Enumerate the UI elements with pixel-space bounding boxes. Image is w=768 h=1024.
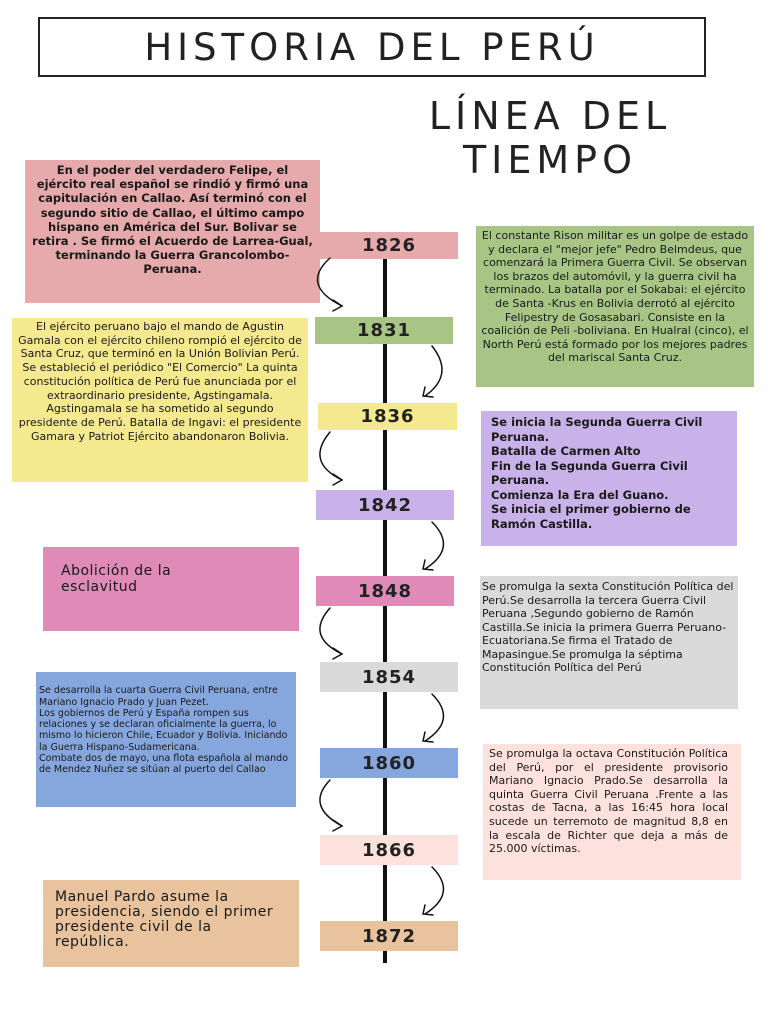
- event-line: Comienza la Era del Guano.: [491, 487, 669, 502]
- event-text-1872: Manuel Pardo asume la presidencia, siendo el primer presidente civil de la república.: [55, 889, 274, 950]
- event-line: Fin de la Segunda Guerra Civil Peruana.: [491, 458, 688, 487]
- year-label-1831: 1831: [315, 317, 453, 344]
- subtitle-line-2: TIEMPO: [462, 138, 638, 182]
- event-box-1831-right: [476, 226, 754, 387]
- year-label-1848: 1848: [316, 576, 454, 606]
- year-label-1872: 1872: [320, 921, 458, 951]
- curved-arrow-icon: [320, 432, 342, 485]
- event-text-1860: Se desarrolla la cuarta Guerra Civil Peruana, entre Mariano Ignacio Prado y Juan Pezet. Los gobiernos de Perú y España rompen sus relaciones y se declaran oficialmente la guerra, lo mismo lo hicieron Chile, Ecuador y Bolivia. Iniciando la Guerra Hispano-Sudamericana. Combate dos de mayo, una flota española al mando de Mendez Nuñez se sitúan al puerto del Callao: [39, 685, 289, 776]
- event-text-1854: Se promulga la sexta Constitución Política del Perú.Se desarrolla la tercera Guerra Civil Peruana ,Segundo gobierno de Ramón Castilla.Se inicia la primera Guerra Peruano-Ecuatoriana.Se firma el Tratado de Mapasingue.Se promulga la séptima Constitución Política del Perú: [482, 580, 734, 674]
- curved-arrow-icon: [423, 867, 443, 915]
- year-label-1860: 1860: [320, 748, 458, 778]
- curved-arrow-icon: [320, 780, 342, 831]
- page-subtitle: [380, 94, 720, 182]
- event-box-1848: [43, 547, 299, 631]
- event-text-1866: Se promulga la octava Constitución Política del Perú, por el presidente provisorio Mariano Ignacio Prado.Se desarrolla la quinta Guerra Civil Peruana .Frente a las costas de Tacna, a las 16:45 hora local sucede un terremoto de magnitud 8,8 en la escala de Richter que deja a más de 25.000 víctimas.: [489, 747, 728, 856]
- event-box-1831: [12, 318, 308, 482]
- event-line: Se inicia el primer gobierno de Ramón Castilla.: [491, 502, 691, 531]
- event-box-1866: [483, 744, 741, 880]
- event-box-1854: [480, 576, 738, 709]
- event-line: Se inicia la Segunda Guerra Civil Peruana.: [491, 415, 703, 444]
- year-label-1836: 1836: [318, 403, 457, 430]
- event-box-1872: [43, 880, 299, 967]
- page-title: HISTORIA DEL PERÚ: [38, 17, 706, 77]
- event-text-1826: En el poder del verdadero Felipe, el ejército real español se rindió y firmó una capitulación en Callao. Así terminó con el segundo sitio de Callao, el último campo hispano en América del Sur. Bolivar se retira . Se firmó el Acuerdo de Larrea-Gual, terminando la Guerra Grancolombo-Peruana.: [32, 163, 313, 277]
- year-label-1866: 1866: [320, 835, 458, 865]
- year-label-1826: 1826: [320, 232, 458, 259]
- event-text-1848: Abolición de la esclavitud: [61, 563, 172, 595]
- event-text-1831-right: El constante Rison militar es un golpe de estado y declara el "mejor jefe" Pedro Belmdeus, que comenzará la Primera Guerra Civil. Se observan los brazos del automóvil, y la guerra civil ha terminado. La batalla por el Sokabai: el ejército de Santa -Krus en Bolivia derrotó al ejército Felipestry de Gosasabari. Consiste en la coalición de Peli -boliviana. En Hualral (cinco), el North Perú está formado por los mejores padres del mariscal Santa Cruz.: [481, 229, 749, 365]
- curved-arrow-icon: [423, 522, 443, 570]
- subtitle-line-1: LÍNEA DEL: [428, 94, 672, 138]
- curved-arrow-icon: [318, 258, 343, 311]
- year-label-1842: 1842: [316, 490, 454, 520]
- event-box-1842: [481, 411, 737, 546]
- event-line: Batalla de Carmen Alto: [491, 444, 641, 458]
- curved-arrow-icon: [320, 608, 342, 659]
- event-box-1860: [36, 672, 296, 807]
- event-text-1831: El ejército peruano bajo el mando de Agustin Gamala con el ejército chileno rompió el ejército de Santa Cruz, que terminó en la Unión Bolivian Perú. Se estableció el periódico "El Comercio" La quinta constitución política de Perú fue anunciada por el extraordinario presidente, Agstingamala. Agstingamala se ha sometido al segundo presidente de Perú. Batalla de Ingavi: el presidente Gamara y Patriot Ejército abandonaron Bolivia.: [18, 320, 302, 443]
- year-label-1854: 1854: [320, 662, 458, 692]
- curved-arrow-icon: [423, 346, 442, 397]
- curved-arrow-icon: [423, 694, 443, 742]
- event-box-1826: [25, 160, 320, 303]
